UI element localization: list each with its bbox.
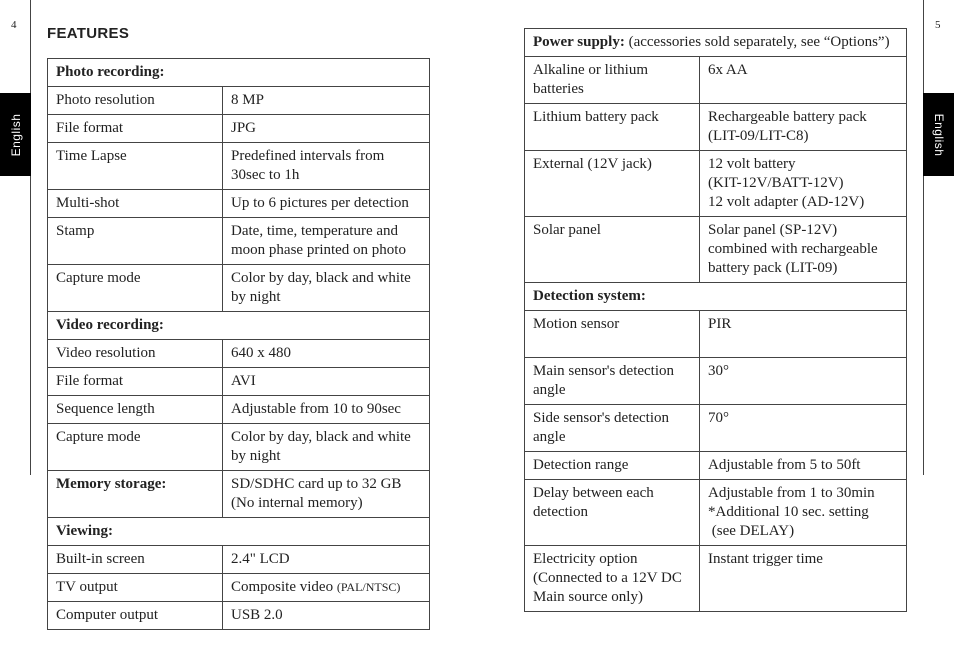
memory-value-line1: SD/SDHC card up to 32 GB	[231, 476, 402, 492]
spec-value: USB 2.0	[223, 602, 430, 630]
table-row	[525, 57, 907, 104]
language-tab-left	[0, 93, 31, 176]
spec-value-line: 30°	[708, 363, 729, 379]
spec-label: Alkaline or lithium batteries	[525, 57, 700, 104]
section-title-photo: Photo recording:	[48, 59, 430, 87]
spec-value-line: (see DELAY)	[708, 523, 795, 539]
table-row	[525, 452, 907, 480]
language-tab-right-label: English	[931, 113, 946, 156]
spec-value	[700, 480, 907, 546]
spec-value: 640 x 480	[223, 340, 430, 368]
features-table-right	[524, 28, 907, 612]
spec-label: Detection range	[525, 452, 700, 480]
power-note: (accessories sold separately, see “Options”)	[628, 34, 890, 50]
table-row	[48, 340, 430, 368]
section-row	[48, 312, 430, 340]
table-row	[48, 424, 430, 471]
section-title-power-cell	[525, 29, 907, 57]
section-title-memory: Memory storage:	[48, 471, 223, 518]
table-row	[525, 311, 907, 358]
spec-value: JPG	[223, 115, 430, 143]
tv-output-standard: (PAL/NTSC)	[336, 580, 401, 594]
language-tab-right	[923, 93, 954, 176]
page-number-left: 4	[11, 19, 17, 31]
spec-label: Capture mode	[48, 424, 223, 471]
section-row	[48, 518, 430, 546]
spec-value-line: PIR	[708, 316, 732, 332]
right-margin-line	[923, 0, 924, 475]
section-title-detection: Detection system:	[525, 283, 907, 311]
table-row	[48, 602, 430, 630]
spec-value-line: 12 volt battery	[708, 156, 796, 172]
table-row	[48, 471, 430, 518]
spec-value-line: Adjustable from 1 to 30min	[708, 485, 875, 501]
table-row	[525, 104, 907, 151]
table-row	[525, 405, 907, 452]
spec-value	[700, 405, 907, 452]
section-title-video: Video recording:	[48, 312, 430, 340]
spec-value	[700, 358, 907, 405]
page-title: FEATURES	[47, 25, 130, 42]
spec-value-line: Solar panel (SP-12V) combined with rechargeable battery pack (LIT-09)	[708, 222, 878, 276]
spec-label: Sequence length	[48, 396, 223, 424]
spec-value	[700, 104, 907, 151]
section-row	[48, 59, 430, 87]
table-row	[525, 151, 907, 217]
spec-value: 8 MP	[223, 87, 430, 115]
spec-value	[700, 217, 907, 283]
left-margin-line	[30, 0, 31, 475]
tv-output-value: Composite video	[231, 579, 334, 595]
spec-label: Delay between each detection	[525, 480, 700, 546]
spec-label: Capture mode	[48, 265, 223, 312]
spec-value	[700, 311, 907, 358]
spec-value-line: Rechargeable battery pack (LIT-09/LIT-C8)	[708, 109, 867, 144]
table-row	[48, 265, 430, 312]
spec-label: Motion sensor	[525, 311, 700, 358]
memory-value-line2: (No internal memory)	[231, 495, 363, 511]
spec-label: External (12V jack)	[525, 151, 700, 217]
table-row	[48, 87, 430, 115]
table-row	[525, 358, 907, 405]
spec-label: Main sensor's detection angle	[525, 358, 700, 405]
spec-value: Adjustable from 10 to 90sec	[223, 396, 430, 424]
section-title-viewing: Viewing:	[48, 518, 430, 546]
table-row	[525, 546, 907, 612]
spec-value-line: 6x AA	[708, 62, 748, 78]
spec-value: Color by day, black and white by night	[223, 424, 430, 471]
spec-value-line: (KIT-12V/BATT-12V)	[708, 175, 844, 191]
spec-label: File format	[48, 115, 223, 143]
table-row	[48, 368, 430, 396]
section-title-power: Power supply:	[533, 34, 625, 50]
language-tab-left-label: English	[8, 113, 23, 156]
table-row	[48, 115, 430, 143]
spec-value	[700, 452, 907, 480]
spec-value: 2.4" LCD	[223, 546, 430, 574]
section-row	[525, 283, 907, 311]
spec-value	[223, 471, 430, 518]
section-row	[525, 29, 907, 57]
spec-label: Stamp	[48, 218, 223, 265]
spec-label: Multi-shot	[48, 190, 223, 218]
spec-label: Electricity option (Connected to a 12V DC Main source only)	[525, 546, 700, 612]
spec-value: Date, time, temperature and moon phase printed on photo	[223, 218, 430, 265]
spec-label: TV output	[48, 574, 223, 602]
spec-value: Color by day, black and white by night	[223, 265, 430, 312]
table-row	[48, 574, 430, 602]
spec-value: Up to 6 pictures per detection	[223, 190, 430, 218]
spec-value: AVI	[223, 368, 430, 396]
table-row	[48, 143, 430, 190]
table-row	[48, 218, 430, 265]
table-row	[525, 480, 907, 546]
spec-value: Predefined intervals from 30sec to 1h	[223, 143, 430, 190]
spec-value	[223, 574, 430, 602]
spec-label: Time Lapse	[48, 143, 223, 190]
spec-value-line: *Additional 10 sec. setting	[708, 504, 869, 520]
spec-label: Computer output	[48, 602, 223, 630]
spec-value-line: 70°	[708, 410, 729, 426]
spec-value	[700, 151, 907, 217]
features-table-left	[47, 58, 430, 630]
spec-value-line: Adjustable from 5 to 50ft	[708, 457, 861, 473]
spec-value	[700, 546, 907, 612]
table-row	[48, 396, 430, 424]
table-row	[48, 190, 430, 218]
spec-label: File format	[48, 368, 223, 396]
page-number-right: 5	[935, 19, 941, 31]
table-row	[48, 546, 430, 574]
spec-label: Video resolution	[48, 340, 223, 368]
spec-label: Built-in screen	[48, 546, 223, 574]
spec-label: Lithium battery pack	[525, 104, 700, 151]
spec-value-line: Instant trigger time	[708, 551, 823, 567]
spec-value	[700, 57, 907, 104]
table-row	[525, 217, 907, 283]
spec-label: Side sensor's detection angle	[525, 405, 700, 452]
spec-label: Solar panel	[525, 217, 700, 283]
spec-value-line: 12 volt adapter (AD-12V)	[708, 194, 865, 210]
spec-label: Photo resolution	[48, 87, 223, 115]
